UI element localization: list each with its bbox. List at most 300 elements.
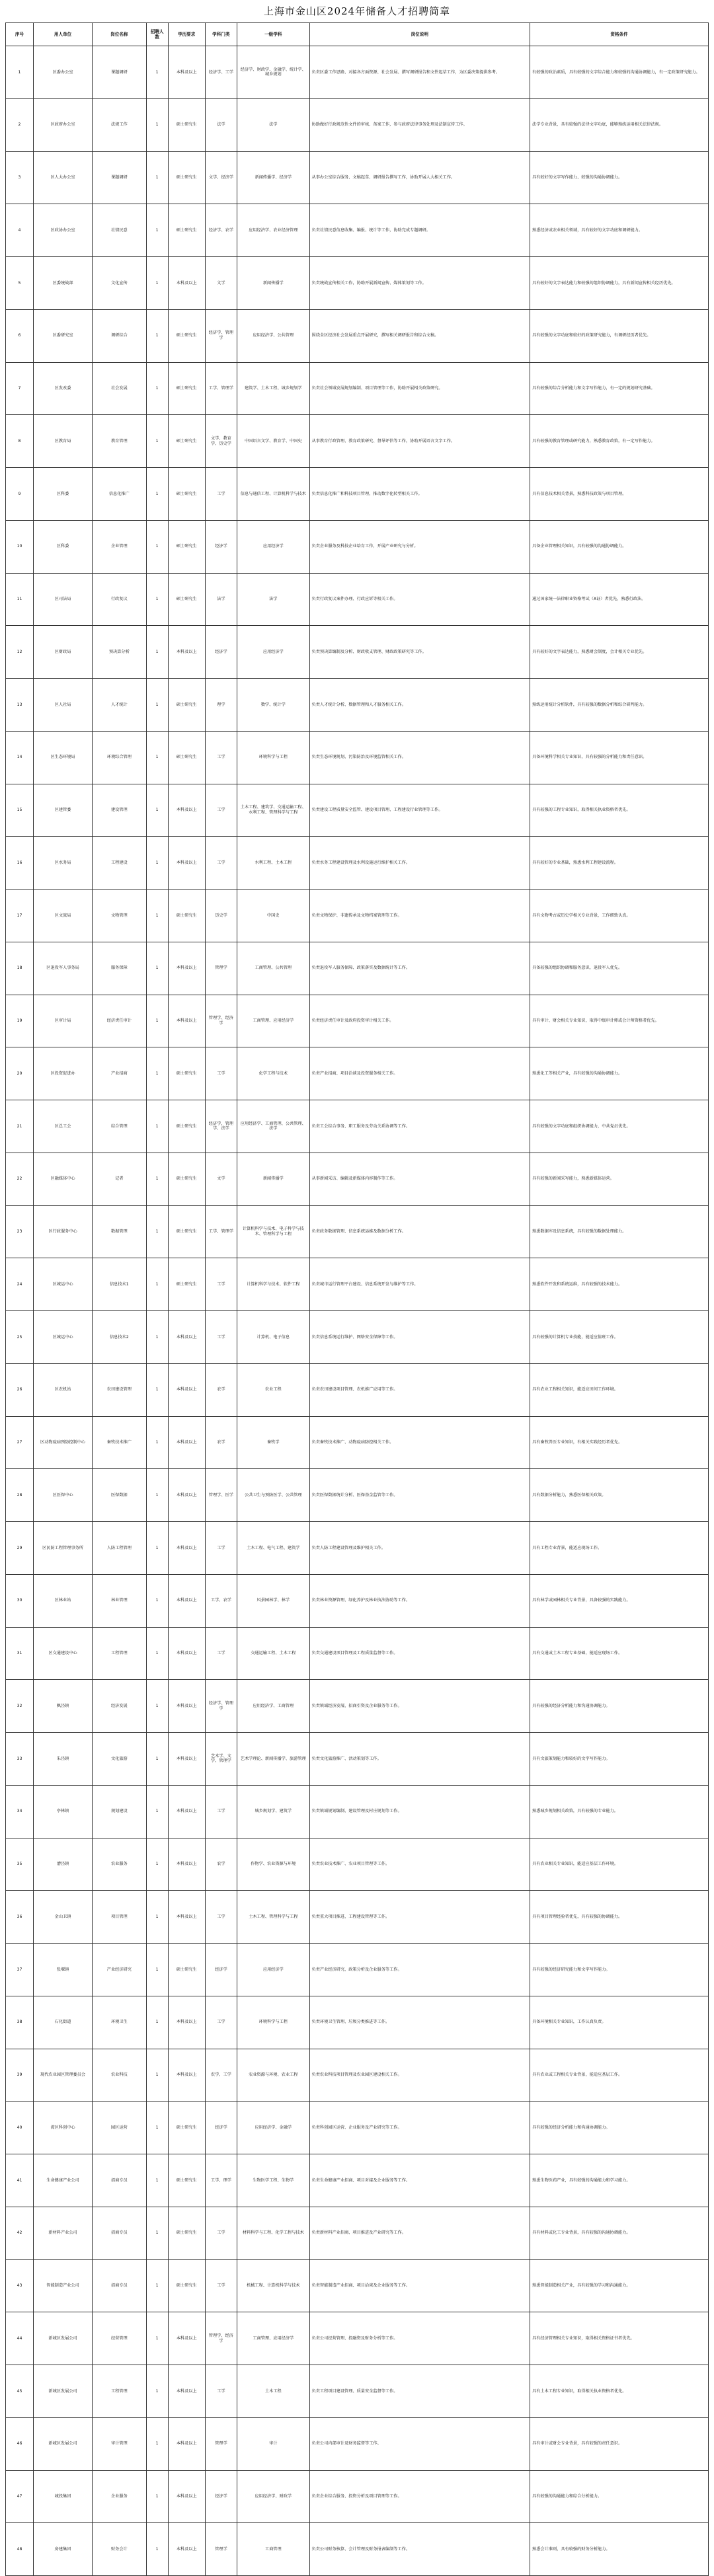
employer-cell: 新城区发展公司	[34, 2365, 93, 2418]
first-level-discipline-cell: 新闻传播学	[237, 1153, 309, 1205]
first-level-discipline-cell: 材料科学与工程、化学工程与技术	[237, 2207, 309, 2259]
table-row	[6, 520, 709, 573]
row-index-cell: 32	[6, 1680, 34, 1733]
position-description-cell: 负责智能制造产业招商、项目洽谈及企业服务等工作。	[309, 2259, 530, 2312]
education-cell: 本科及以上	[168, 1363, 205, 1416]
row-index-cell: 45	[6, 2365, 34, 2418]
position-name-cell: 教育管理	[93, 415, 146, 468]
table-row	[6, 2102, 709, 2154]
table-row	[6, 837, 709, 890]
headcount-cell: 1	[146, 2470, 168, 2523]
position-name-cell: 环境卫生	[93, 1996, 146, 2049]
employer-cell: 新城区发展公司	[34, 2417, 93, 2470]
education-cell: 本科及以上	[168, 46, 205, 99]
qualifications-cell: 具有交通或土木工程专业基础，能适应现场工作。	[530, 1627, 709, 1680]
headcount-cell: 1	[146, 204, 168, 257]
row-index-cell: 35	[6, 1838, 34, 1891]
table-row	[6, 1363, 709, 1416]
headcount-cell: 1	[146, 520, 168, 573]
position-description-cell: 负责行政复议案件办理、行政应诉等相关工作。	[309, 573, 530, 626]
education-cell: 硕士研究生	[168, 1258, 205, 1311]
table-row	[6, 2154, 709, 2207]
headcount-cell: 1	[146, 1627, 168, 1680]
position-description-cell: 负责公司经营管理、投融资及财务分析等工作。	[309, 2312, 530, 2365]
row-index-cell: 17	[6, 890, 34, 942]
table-row	[6, 2259, 709, 2312]
first-level-discipline-cell: 应用经济学、金融学	[237, 2102, 309, 2154]
header-cell: 资格条件	[530, 23, 709, 46]
education-cell: 本科及以上	[168, 1311, 205, 1364]
headcount-cell: 1	[146, 98, 168, 151]
row-index-cell: 6	[6, 309, 34, 362]
qualifications-cell: 具有较好的专业基础，熟悉水利工程建设流程。	[530, 837, 709, 890]
headcount-cell: 1	[146, 1416, 168, 1469]
discipline-cell: 经济学、管理学、法学	[205, 1100, 237, 1153]
headcount-cell: 1	[146, 731, 168, 784]
position-name-cell: 农田建设管理	[93, 1363, 146, 1416]
position-description-cell: 负责城市运行管理平台建设、信息系统开发与维护等工作。	[309, 1258, 530, 1311]
table-row	[6, 1838, 709, 1891]
position-name-cell: 园区运营	[93, 2102, 146, 2154]
discipline-cell: 经济学、管理学	[205, 1680, 237, 1733]
table-row	[6, 2417, 709, 2470]
table-row	[6, 731, 709, 784]
discipline-cell: 工学、理学	[205, 2154, 237, 2207]
qualifications-cell: 具有农业相关专业知识，能适应基层工作环境。	[530, 1838, 709, 1891]
row-index-cell: 13	[6, 679, 34, 732]
table-row	[6, 1522, 709, 1575]
qualifications-cell: 具有文旅策划能力和较好的文字写作能力。	[530, 1733, 709, 1786]
education-cell: 硕士研究生	[168, 520, 205, 573]
qualifications-cell: 具有较强的教育管理或研究能力，熟悉教育政策，有一定写作能力。	[530, 415, 709, 468]
row-index-cell: 41	[6, 2154, 34, 2207]
headcount-cell: 1	[146, 2523, 168, 2576]
row-index-cell: 8	[6, 415, 34, 468]
position-name-cell: 信息技术1	[93, 1258, 146, 1311]
position-description-cell: 负责社会领域发展规划编制、项目管理等工作，协助开展相关政策研究。	[309, 362, 530, 415]
qualifications-cell: 具有较好的文字表达能力和较强的组织协调能力，具有新闻宣传相关经历优先。	[530, 257, 709, 310]
row-index-cell: 9	[6, 468, 34, 521]
position-description-cell: 负责科创园区运营、企业服务及产业研究等工作。	[309, 2102, 530, 2154]
employer-cell: 区政府办公室	[34, 98, 93, 151]
education-cell: 本科及以上	[168, 257, 205, 310]
first-level-discipline-cell: 计算机、电子信息	[237, 1311, 309, 1364]
headcount-cell: 1	[146, 995, 168, 1047]
employer-cell: 城投集团	[34, 2470, 93, 2523]
position-description-cell: 负责环境卫生管理、垃圾分类推进等工作。	[309, 1996, 530, 2049]
position-description-cell: 负责工会综合事务、职工服务及劳动关系协调等工作。	[309, 1100, 530, 1153]
headcount-cell: 1	[146, 1838, 168, 1891]
first-level-discipline-cell: 计算机科学与技术、电子科学与技术、管理科学与工程	[237, 1205, 309, 1258]
table-row	[6, 2312, 709, 2365]
row-index-cell: 15	[6, 784, 34, 837]
discipline-cell: 管理学	[205, 2523, 237, 2576]
position-name-cell: 产业招商	[93, 1047, 146, 1100]
employer-cell: 区科委	[34, 520, 93, 573]
header-cell: 学历要求	[168, 23, 205, 46]
discipline-cell: 经济学、工学	[205, 46, 237, 99]
qualifications-cell: 熟悉会计准则，具有较强的财务分析能力。	[530, 2523, 709, 2576]
qualifications-cell: 有较强的政治素质，具有较强的文字综合能力和较强的沟通协调能力，有一定政策研究能力。	[530, 46, 709, 99]
first-level-discipline-cell: 农业资源与环境、农业工程	[237, 2049, 309, 2102]
education-cell: 本科及以上	[168, 1416, 205, 1469]
position-name-cell: 企业管理	[93, 520, 146, 573]
position-name-cell: 社情民意	[93, 204, 146, 257]
table-row	[6, 890, 709, 942]
row-index-cell: 29	[6, 1522, 34, 1575]
first-level-discipline-cell: 应用经济学	[237, 1944, 309, 1996]
first-level-discipline-cell: 公共卫生与预防医学、公共管理	[237, 1469, 309, 1522]
employer-cell: 区融媒体中心	[34, 1153, 93, 1205]
position-name-cell: 林业管理	[93, 1574, 146, 1627]
position-name-cell: 工程管理	[93, 1627, 146, 1680]
table-row	[6, 995, 709, 1047]
headcount-cell: 1	[146, 1047, 168, 1100]
headcount-cell: 1	[146, 1205, 168, 1258]
education-cell: 本科及以上	[168, 1627, 205, 1680]
education-cell: 硕士研究生	[168, 2259, 205, 2312]
qualifications-cell: 具有较强的文字功底和组织协调能力，中共党员优先。	[530, 1100, 709, 1153]
position-name-cell: 社会发展	[93, 362, 146, 415]
education-cell: 硕士研究生	[168, 468, 205, 521]
position-name-cell: 招商专员	[93, 2154, 146, 2207]
discipline-cell: 工学	[205, 1891, 237, 1944]
qualifications-cell: 具有信息技术相关背景，熟悉科技政策与项目管理。	[530, 468, 709, 521]
position-name-cell: 课题调研	[93, 46, 146, 99]
discipline-cell: 文学	[205, 257, 237, 310]
headcount-cell: 1	[146, 2259, 168, 2312]
employer-cell: 区建管委	[34, 784, 93, 837]
row-index-cell: 24	[6, 1258, 34, 1311]
employer-cell: 区委统战部	[34, 257, 93, 310]
discipline-cell: 工学	[205, 1311, 237, 1364]
qualifications-cell: 具有林学或园林相关专业背景，具备较强的实践能力。	[530, 1574, 709, 1627]
qualifications-cell: 具备企业管理相关知识，具有较强的沟通协调能力。	[530, 520, 709, 573]
position-description-cell: 负责企业服务及科技企业培育工作，开展产业研究与分析。	[309, 520, 530, 573]
first-level-discipline-cell: 水利工程、土木工程	[237, 837, 309, 890]
first-level-discipline-cell: 风景园林学、林学	[237, 1574, 309, 1627]
position-name-cell: 人防工程管理	[93, 1522, 146, 1575]
discipline-cell: 工学	[205, 1522, 237, 1575]
discipline-cell: 文学、经济学	[205, 151, 237, 204]
headcount-cell: 1	[146, 2049, 168, 2102]
discipline-cell: 工学	[205, 1627, 237, 1680]
headcount-cell: 1	[146, 890, 168, 942]
education-cell: 本科及以上	[168, 626, 205, 679]
headcount-cell: 1	[146, 1733, 168, 1786]
position-description-cell: 从事办公室综合服务、文稿起草、调研报告撰写工作，协助开展人大相关工作。	[309, 151, 530, 204]
headcount-cell: 1	[146, 2102, 168, 2154]
position-name-cell: 规划建设	[93, 1785, 146, 1838]
position-description-cell: 负责预决算编制及分析、财政收支管理、财政政策研究等工作。	[309, 626, 530, 679]
qualifications-cell: 具有较强的计算机专业技能，能适应值班工作。	[530, 1311, 709, 1364]
position-name-cell: 项目管理	[93, 1891, 146, 1944]
first-level-discipline-cell: 计算机科学与技术、软件工程	[237, 1258, 309, 1311]
employer-cell: 区退役军人事务局	[34, 942, 93, 995]
discipline-cell: 经济学	[205, 2102, 237, 2154]
qualifications-cell: 具备较强的组织协调和服务意识，退役军人优先。	[530, 942, 709, 995]
employer-cell: 区财政局	[34, 626, 93, 679]
position-name-cell: 信息技术2	[93, 1311, 146, 1364]
education-cell: 本科及以上	[168, 2417, 205, 2470]
first-level-discipline-cell: 应用经济学、财政学	[237, 2470, 309, 2523]
table-row	[6, 1627, 709, 1680]
position-name-cell: 畜牧技术推广	[93, 1416, 146, 1469]
education-cell: 硕士研究生	[168, 1205, 205, 1258]
discipline-cell: 经济学	[205, 2470, 237, 2523]
first-level-discipline-cell: 新闻传播学	[237, 257, 309, 310]
row-index-cell: 31	[6, 1627, 34, 1680]
position-name-cell: 工程管理	[93, 2365, 146, 2418]
discipline-cell: 历史学	[205, 890, 237, 942]
headcount-cell: 1	[146, 1785, 168, 1838]
first-level-discipline-cell: 环境科学与工程	[237, 731, 309, 784]
position-description-cell: 负责生命健康产业招商、项目对接及企业服务等工作。	[309, 2154, 530, 2207]
qualifications-cell: 具有项目管理经验者优先，具有较强的协调能力。	[530, 1891, 709, 1944]
table-row	[6, 1258, 709, 1311]
row-index-cell: 20	[6, 1047, 34, 1100]
row-index-cell: 43	[6, 2259, 34, 2312]
table-row	[6, 1416, 709, 1469]
position-description-cell: 负责区委工作思路、对接各方面资源、社会发展、撰写调研报告和文件起草工作，为区委决策提供参考。	[309, 46, 530, 99]
table-row	[6, 98, 709, 151]
table-row	[6, 679, 709, 732]
position-name-cell: 文化宣传	[93, 257, 146, 310]
headcount-cell: 1	[146, 151, 168, 204]
education-cell: 本科及以上	[168, 2312, 205, 2365]
education-cell: 硕士研究生	[168, 151, 205, 204]
position-description-cell: 负责建设工程质量安全监管、建设项目管理、工程建设行业管理等工作。	[309, 784, 530, 837]
education-cell: 硕士研究生	[168, 415, 205, 468]
table-row	[6, 1153, 709, 1205]
position-description-cell: 负责文化旅游推广、活动策划等工作。	[309, 1733, 530, 1786]
position-description-cell: 从事新闻采访、编辑及新媒体内容制作等工作。	[309, 1153, 530, 1205]
education-cell: 本科及以上	[168, 995, 205, 1047]
position-name-cell: 人才统计	[93, 679, 146, 732]
headcount-cell: 1	[146, 1100, 168, 1153]
headcount-cell: 1	[146, 1680, 168, 1733]
row-index-cell: 1	[6, 46, 34, 99]
qualifications-cell: 具有较好的文字表达能力，熟悉财会制度，会计相关专业优先。	[530, 626, 709, 679]
discipline-cell: 工学	[205, 2207, 237, 2259]
row-index-cell: 44	[6, 2312, 34, 2365]
first-level-discipline-cell: 土木工程、电气工程、建筑学	[237, 1522, 309, 1575]
table-row	[6, 1785, 709, 1838]
discipline-cell: 工学	[205, 837, 237, 890]
position-description-cell: 负责林业资源管理、绿化养护及林业执法协助等工作。	[309, 1574, 530, 1627]
education-cell: 硕士研究生	[168, 2154, 205, 2207]
education-cell: 本科及以上	[168, 1733, 205, 1786]
qualifications-cell: 熟悉化工等相关产业，具有较强的沟通协调能力。	[530, 1047, 709, 1100]
first-level-discipline-cell: 农业工程	[237, 1363, 309, 1416]
employer-cell: 区教育局	[34, 415, 93, 468]
position-description-cell: 负责医保数据统计分析、医保基金监管等工作。	[309, 1469, 530, 1522]
position-description-cell: 负责重大项目推进、工程建设管理等工作。	[309, 1891, 530, 1944]
qualifications-cell: 具有土木工程专业知识，取得相关执业资格者优先。	[530, 2365, 709, 2418]
first-level-discipline-cell: 环境科学与工程	[237, 1996, 309, 2049]
position-description-cell: 负责交通建设项目管理及工程质量监督等工作。	[309, 1627, 530, 1680]
qualifications-cell: 具有审计或财会专业背景，具有较强的责任意识。	[530, 2417, 709, 2470]
position-description-cell: 负责新材料产业招商、项目推进及产业研究等工作。	[309, 2207, 530, 2259]
row-index-cell: 3	[6, 151, 34, 204]
employer-cell: 张堰镇	[34, 1944, 93, 1996]
employer-cell: 区城运中心	[34, 1311, 93, 1364]
employer-cell: 区科委	[34, 468, 93, 521]
table-row	[6, 1311, 709, 1364]
employer-cell: 区发改委	[34, 362, 93, 415]
discipline-cell: 理学	[205, 679, 237, 732]
position-name-cell: 调研综合	[93, 309, 146, 362]
position-description-cell: 从事教育行政管理、教育政策研究、督导评估等工作，协助开展语言文字工作。	[309, 415, 530, 468]
first-level-discipline-cell: 工商管理、应用经济学	[237, 2312, 309, 2365]
position-description-cell: 负责镇域规划编制、建设管理及村庄规划等工作。	[309, 1785, 530, 1838]
discipline-cell: 农学	[205, 1416, 237, 1469]
table-row	[6, 151, 709, 204]
table-row	[6, 2207, 709, 2259]
position-name-cell: 环境综合管理	[93, 731, 146, 784]
first-level-discipline-cell: 工商管理、公共管理	[237, 942, 309, 995]
education-cell: 本科及以上	[168, 942, 205, 995]
education-cell: 硕士研究生	[168, 309, 205, 362]
qualifications-cell: 具有农业或工程相关专业背景，能适应基层工作。	[530, 2049, 709, 2102]
row-index-cell: 37	[6, 1944, 34, 1996]
employer-cell: 区总工会	[34, 1100, 93, 1153]
position-name-cell: 建设管理	[93, 784, 146, 837]
position-name-cell: 工程建设	[93, 837, 146, 890]
first-level-discipline-cell: 法学	[237, 573, 309, 626]
employer-cell: 新材料产业公司	[34, 2207, 93, 2259]
discipline-cell: 文学、教育学、历史学	[205, 415, 237, 468]
table-row	[6, 309, 709, 362]
employer-cell: 智能制造产业公司	[34, 2259, 93, 2312]
first-level-discipline-cell: 应用经济学、公共管理	[237, 309, 309, 362]
employer-cell: 区投资促进办	[34, 1047, 93, 1100]
education-cell: 本科及以上	[168, 1469, 205, 1522]
position-name-cell: 招商专员	[93, 2259, 146, 2312]
position-description-cell: 负责镇域经济发展、招商引资及企业服务等工作。	[309, 1680, 530, 1733]
position-name-cell: 经济责任审计	[93, 995, 146, 1047]
discipline-cell: 文学	[205, 1153, 237, 1205]
education-cell: 硕士研究生	[168, 1153, 205, 1205]
first-level-discipline-cell: 化学工程与技术	[237, 1047, 309, 1100]
row-index-cell: 39	[6, 2049, 34, 2102]
table-row	[6, 2523, 709, 2576]
education-cell: 硕士研究生	[168, 573, 205, 626]
discipline-cell: 工学	[205, 2259, 237, 2312]
headcount-cell: 1	[146, 1574, 168, 1627]
discipline-cell: 法学	[205, 98, 237, 151]
position-name-cell: 农业科技	[93, 2049, 146, 2102]
education-cell: 硕士研究生	[168, 2102, 205, 2154]
discipline-cell: 法学	[205, 573, 237, 626]
education-cell: 硕士研究生	[168, 731, 205, 784]
education-cell: 本科及以上	[168, 2365, 205, 2418]
education-cell: 本科及以上	[168, 784, 205, 837]
headcount-cell: 1	[146, 1469, 168, 1522]
education-cell: 本科及以上	[168, 2470, 205, 2523]
education-cell: 硕士研究生	[168, 1944, 205, 1996]
employer-cell: 区动物疫病预防控制中心	[34, 1416, 93, 1469]
position-name-cell: 记者	[93, 1153, 146, 1205]
qualifications-cell: 具有较强的经济分析能力和沟通协调能力。	[530, 1680, 709, 1733]
headcount-cell: 1	[146, 837, 168, 890]
employer-cell: 亭林镇	[34, 1785, 93, 1838]
headcount-cell: 1	[146, 309, 168, 362]
first-level-discipline-cell: 城乡规划学、建筑学	[237, 1785, 309, 1838]
discipline-cell: 工学	[205, 2365, 237, 2418]
headcount-cell: 1	[146, 679, 168, 732]
qualifications-cell: 具有较强的综合分析能力和文字写作能力，有一定的规划研究基础。	[530, 362, 709, 415]
qualifications-cell: 通过国家统一法律职业资格考试（A证）者优先，熟悉行政法。	[530, 573, 709, 626]
education-cell: 本科及以上	[168, 1574, 205, 1627]
employer-cell: 区文旅局	[34, 890, 93, 942]
first-level-discipline-cell: 信息与通信工程、计算机科学与技术	[237, 468, 309, 521]
employer-cell: 区民防工程管理事务所	[34, 1522, 93, 1575]
row-index-cell: 2	[6, 98, 34, 151]
row-index-cell: 10	[6, 520, 34, 573]
headcount-cell: 1	[146, 942, 168, 995]
row-index-cell: 26	[6, 1363, 34, 1416]
row-index-cell: 38	[6, 1996, 34, 2049]
employer-cell: 区生态环境局	[34, 731, 93, 784]
discipline-cell: 工学	[205, 1996, 237, 2049]
first-level-discipline-cell: 新闻传播学、经济学	[237, 151, 309, 204]
headcount-cell: 1	[146, 1153, 168, 1205]
position-name-cell: 经营管理	[93, 2312, 146, 2365]
headcount-cell: 1	[146, 626, 168, 679]
position-description-cell: 负责企业综合服务、投资分析及项目管理等工作。	[309, 2470, 530, 2523]
header-cell: 一级学科	[237, 23, 309, 46]
qualifications-cell: 具有较强的经济研究能力和文字写作能力。	[530, 1944, 709, 1996]
qualifications-cell: 具有文物考古或历史学相关专业背景，工作细致认真。	[530, 890, 709, 942]
position-description-cell: 负责水务工程建设管理及水利设施运行维护相关工作。	[309, 837, 530, 890]
employer-cell: 区委研究室	[34, 309, 93, 362]
position-description-cell: 负责产业经济研究、政策分析及企业服务等工作。	[309, 1944, 530, 1996]
qualifications-cell: 具有审计、财会相关专业知识，取得中级审计师或会计师资格者优先。	[530, 995, 709, 1047]
qualifications-cell: 具有材料或化工专业背景，具有较强的沟通协调能力。	[530, 2207, 709, 2259]
discipline-cell: 艺术学、文学、管理学	[205, 1733, 237, 1786]
row-index-cell: 7	[6, 362, 34, 415]
table-row	[6, 1680, 709, 1733]
education-cell: 本科及以上	[168, 1996, 205, 2049]
table-row	[6, 1574, 709, 1627]
position-name-cell: 课题调研	[93, 151, 146, 204]
table-row	[6, 573, 709, 626]
first-level-discipline-cell: 土木工程、建筑学、交通运输工程、水利工程、管理科学与工程	[237, 784, 309, 837]
qualifications-cell: 熟悉生物医药产业，具有较强的沟通能力和学习能力。	[530, 2154, 709, 2207]
employer-cell: 枫泾镇	[34, 1680, 93, 1733]
discipline-cell: 经济学	[205, 626, 237, 679]
education-cell: 硕士研究生	[168, 98, 205, 151]
table-row	[6, 1100, 709, 1153]
education-cell: 本科及以上	[168, 1785, 205, 1838]
education-cell: 本科及以上	[168, 1522, 205, 1575]
headcount-cell: 1	[146, 415, 168, 468]
position-name-cell: 财务会计	[93, 2523, 146, 2576]
position-name-cell: 数据管理	[93, 1205, 146, 1258]
qualifications-cell: 熟悉经济或农业相关领域，具有较好的文字功底和调研能力。	[530, 204, 709, 257]
row-index-cell: 16	[6, 837, 34, 890]
headcount-cell: 1	[146, 362, 168, 415]
employer-cell: 区审计局	[34, 995, 93, 1047]
row-index-cell: 5	[6, 257, 34, 310]
discipline-cell: 工学	[205, 1258, 237, 1311]
position-description-cell: 负责信息化推广和科技项目管理，推动数字化转型相关工作。	[309, 468, 530, 521]
table-body	[6, 46, 709, 2576]
first-level-discipline-cell: 应用经济学、工商管理、公共管理、法学	[237, 1100, 309, 1153]
table-row	[6, 1996, 709, 2049]
recruitment-table	[5, 22, 709, 2576]
